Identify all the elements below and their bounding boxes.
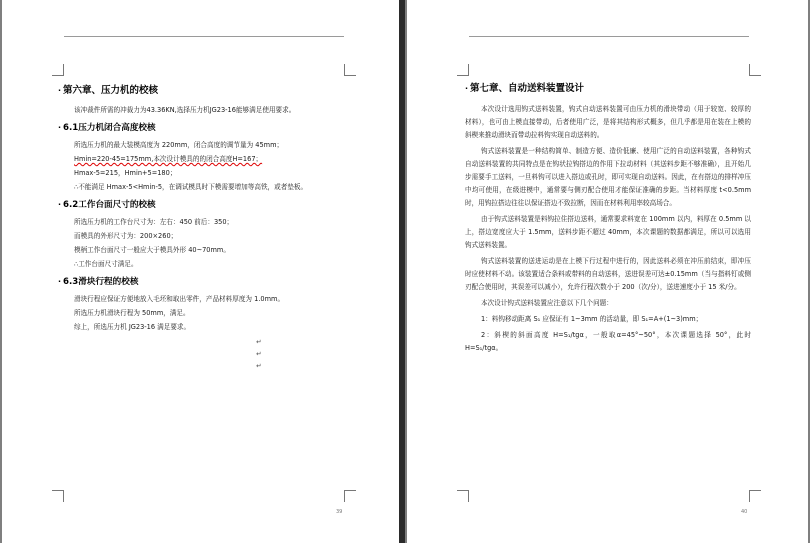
- page-body: [58, 84, 348, 372]
- text-line: ∴不能满足 Hmax-5<Hmin-5，在调试模具时下模需要增加等高铁，或者垫板。: [74, 183, 308, 191]
- page-body: [465, 82, 751, 358]
- paragraph: 本次设计选用钩式送料装置，钩式自动送料装置可由压力机的滑块带动（用于较宽、较厚的材料），也可由上模直接带动，后者使用广泛，是将其结构形式概多，但几乎都是用在装在上模的斜楔来推动滑块而带动拉料钩实现自动送料的。: [465, 105, 751, 139]
- paragraph: 钩式送料装置是一种结构简单、制造方便、造价低廉、使用广泛的自动送料装置，各种钩式自动送料装置的共同特点是在钩状拉钩搭边的作用下拉动材料（其送料步距不够准确），且开始几步需要手工送料，一旦料钩可以进入搭边或孔时，即可实现自动送料。因此，在有搭边的排样冲压中均可使用，在级进模中，通常要与侧刃配合使用才能保证准确的步距。当材料厚度 t<0.5mm 时，用钩拉搭边往往以保证搭边不致拉断，因而在材料利用率较高场合。: [465, 147, 751, 207]
- paragraph-mark: ↵: [256, 338, 262, 346]
- crop-mark-top-right: [749, 64, 761, 76]
- header-rule: [64, 36, 344, 37]
- section-heading-table-size: · 6.2工作台面尺寸的校核: [58, 200, 156, 210]
- text-line: 而模具的外形尺寸为：200×260；: [74, 232, 178, 240]
- text-line: 滑块行程应保证方便地放入毛坯和取出零件，产品材料厚度为 1.0mm。: [74, 295, 285, 303]
- chapter-heading: · 第六章、压力机的校核: [58, 85, 159, 96]
- text-line: 所选压力机滑块行程为 50mm，满足。: [74, 309, 190, 317]
- text-line: 所选压力机的最大装模高度为 220mm，闭合高度的调节量为 45mm；: [74, 141, 284, 149]
- text-line: Hmax-5=215，Hmin+5=180；: [74, 169, 177, 177]
- header-rule: [469, 36, 749, 37]
- text-line: Hmin=220-45=175mm,本次设计模具的的闭合高度H=167；: [74, 155, 263, 163]
- page-number: 39: [336, 509, 343, 515]
- list-item: 1：料钩移动距离 S₁ 应保证有 1~3mm 的活动量，即 S₁=A+(1~3)mm；: [481, 315, 703, 323]
- document-page-right: [407, 0, 808, 543]
- text-line: 模柄工作台面尺寸一般应大于模具外形 40~70mm。: [74, 246, 230, 254]
- paragraph: 由于钩式送料装置是料钩拉住搭边送料，通常要求料宽在 100mm 以内，料厚在 0.5mm 以上，搭边宽度应大于 1.5mm，送料步距不超过 40mm，本次课题的数据都满足，所以可以选用钩式送料装置。: [465, 215, 751, 249]
- paragraph-mark: ↵: [256, 350, 262, 358]
- text-line: ∴工作台面尺寸满足。: [74, 260, 138, 268]
- crop-mark-top-left: [457, 64, 469, 76]
- crop-mark-bottom-left: [52, 490, 64, 502]
- paragraph: 钩式送料装置的送进运动是在上模下行过程中进行的，因此送料必须在冲压前结束，即冲压时应使材料不动。该装置适合条料或带料的自动送料，送进误差可达±0.15mm（当与指料钉或侧刃配合使用时，其误差可以减小），允许行程次数小于 200（次/分），送进速度小于 15 米/分。: [465, 257, 751, 291]
- section-heading-closed-height: · 6.1压力机闭合高度校核: [58, 123, 156, 133]
- crop-mark-top-right: [344, 64, 356, 76]
- section-heading-slide-stroke: · 6.3滑块行程的校核: [58, 277, 139, 287]
- crop-mark-bottom-right: [344, 490, 356, 502]
- page-gutter: [399, 0, 405, 543]
- crop-mark-bottom-left: [457, 490, 469, 502]
- text-line: 所选压力机的工作台尺寸为：左右：450 前后：350；: [74, 218, 234, 226]
- chapter-heading: · 第七章、自动送料装置设计: [465, 83, 585, 94]
- crop-mark-bottom-right: [749, 490, 761, 502]
- intro-paragraph: 该冲裁件所需的冲裁力为43.36KN,选择压力机JG23-16能够满足使用要求。: [74, 106, 296, 114]
- paragraph-mark: ↵: [256, 362, 262, 370]
- crop-mark-top-left: [52, 64, 64, 76]
- text-line: 综上，所选压力机 JG23-16 满足要求。: [74, 323, 191, 331]
- paragraph: 本次设计钩式送料装置应注意以下几个问题：: [481, 299, 613, 307]
- document-page-left: [2, 0, 399, 543]
- page-number: 40: [741, 509, 748, 515]
- list-item: 2：斜楔的斜面高度 H=S₁/tgα，一般取α=45°~50°，本次课题选择 50°，此时 H=S₁/tgα。: [465, 331, 751, 352]
